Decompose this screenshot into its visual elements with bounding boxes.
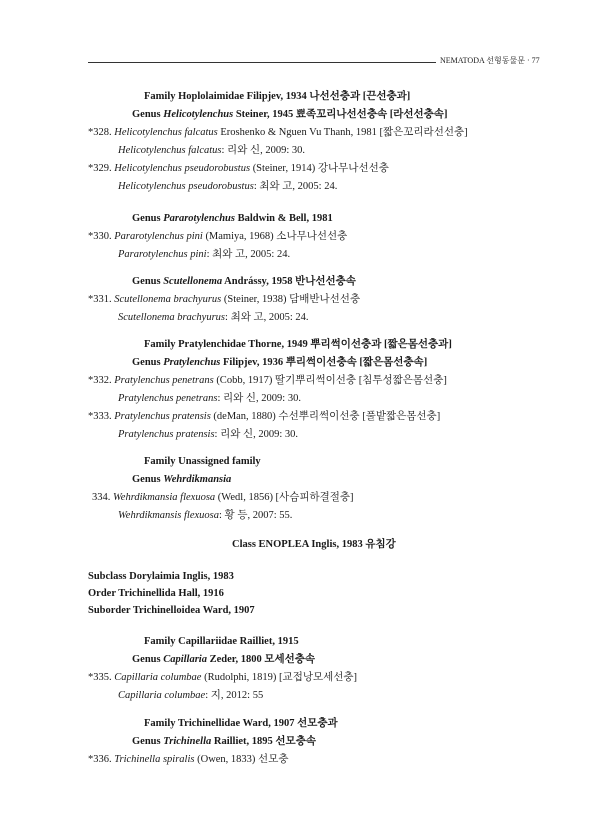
genus-heading: Genus Pararotylenchus Baldwin & Bell, 1981 [132, 213, 333, 224]
order-heading: Order Trichinellida Hall, 1916 [88, 588, 224, 599]
header-rule [88, 62, 436, 63]
subclass-heading: Subclass Dorylaimia Inglis, 1983 [88, 571, 234, 582]
genus-heading: Genus Wehrdikmansia [132, 474, 232, 485]
species-reference: Helicotylenchus pseudorobustus: 최와 고, 2005: 24. [118, 181, 338, 192]
species-entry: *336. Trichinella spiralis (Owen, 1833) 선모충 [88, 754, 289, 765]
family-heading: Family Pratylenchidae Thorne, 1949 뿌리썩이선충과 [짧은몸선충과] [144, 339, 452, 350]
species-entry: *332. Pratylenchus penetrans (Cobb, 1917) 딸기뿌리썩이선충 [침투성짧은몸선충] [88, 375, 447, 386]
species-reference: Wehrdikmansis flexuosa: 황 등, 2007: 55. [118, 510, 293, 521]
family-heading: Family Trichinellidae Ward, 1907 선모충과 [144, 718, 338, 729]
species-entry: *328. Helicotylenchus falcatus Eroshenko & Nguen Vu Thanh, 1981 [짧은꼬리라선선충] [88, 127, 468, 138]
family-heading: Family Capillariidae Railliet, 1915 [144, 636, 299, 647]
species-entry: *329. Helicotylenchus pseudorobustus (Steiner, 1914) 강나무나선선충 [88, 163, 389, 174]
species-entry: *331. Scutellonema brachyurus (Steiner, 1938) 담배반나선선충 [88, 294, 361, 305]
species-entry: 334. Wehrdikmansia flexuosa (Wedl, 1856) [사슴피하결절충] [92, 492, 354, 503]
species-reference: Pratylenchus penetrans: 리와 신, 2009: 30. [118, 393, 301, 404]
running-head: NEMATODA 선형동물문 · 77 [440, 56, 540, 65]
species-entry: *335. Capillaria columbae (Rudolphi, 1819) [교접낭모세선충] [88, 672, 358, 683]
genus-heading: Genus Trichinella Railliet, 1895 선모충속 [132, 736, 316, 747]
genus-heading: Genus Pratylenchus Filipjev, 1936 뿌리썩이선충속 [짧은몸선충속] [132, 357, 428, 368]
genus-heading: Genus Helicotylenchus Steiner, 1945 뾰족꼬리나선선충속 [라선선충속] [132, 109, 448, 120]
species-entry: *333. Pratylenchus pratensis (deMan, 1880) 수선뿌리썩이선충 [풀밭짧은몸선충] [88, 411, 441, 422]
suborder-heading: Suborder Trichinelloidea Ward, 1907 [88, 605, 255, 616]
family-heading: Family Unassigned family [144, 456, 261, 467]
class-heading: Class ENOPLEA Inglis, 1983 유침강 [232, 539, 396, 550]
species-reference: Helicotylenchus falcatus: 리와 신, 2009: 30. [118, 145, 306, 156]
species-reference: Pararotylenchus pini: 최와 고, 2005: 24. [118, 249, 291, 260]
genus-heading: Genus Scutellonema Andrássy, 1958 반나선선충속 [132, 276, 356, 287]
family-heading: Family Hoplolaimidae Filipjev, 1934 나선선충과 [끈선충과] [144, 91, 411, 102]
genus-heading: Genus Capillaria Zeder, 1800 모세선충속 [132, 654, 316, 665]
species-reference: Capillaria columbae: 지, 2012: 55 [118, 690, 264, 701]
species-entry: *330. Pararotylenchus pini (Mamiya, 1968) 소나무나선선충 [88, 231, 348, 242]
species-reference: Pratylenchus pratensis: 리와 신, 2009: 30. [118, 429, 299, 440]
species-reference: Scutellonema brachyurus: 최와 고, 2005: 24. [118, 312, 309, 323]
